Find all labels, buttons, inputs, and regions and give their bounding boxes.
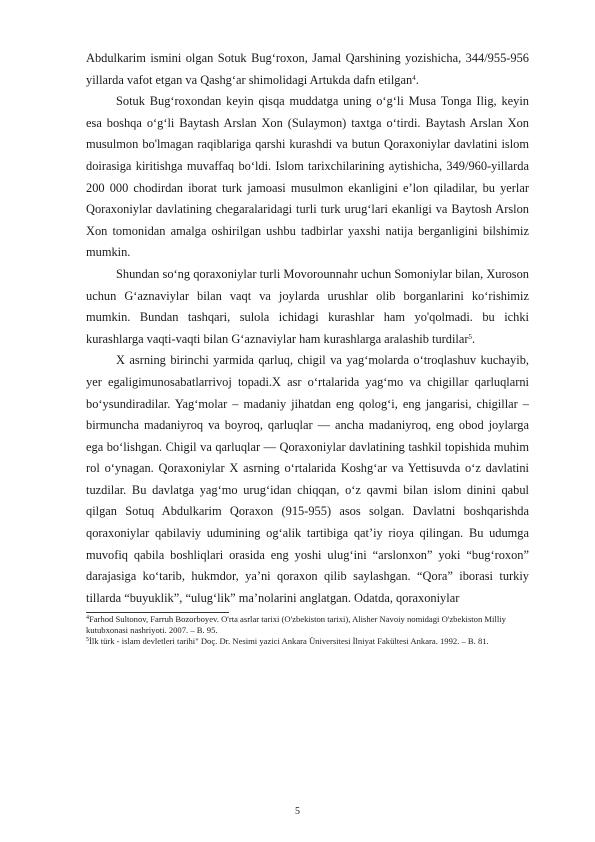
paragraph-tail: . — [415, 72, 419, 87]
footnote-text: İlk türk - islam devletleri tarihi" Doç. Dr. Nesimi yazici Ankara Üniversitesi İlniyat Fakültesi Ankara. 1992. – B. 81. — [89, 636, 489, 647]
paragraph-text: Sotuk Bugʻroxondan keyin qisqa muddatga uning oʻgʻli Musa Tonga Ilig, keyin esa boshqa oʻgʻli Baytash Arslan Xon (Sulaymon) taxtga oʻtirdi. Baytash Arslan Xon musulmon bo'lmagan raqiblariga qarshi kurashdi va butun Qoraxoniylar davlatini islom doirasiga kiritishga muvaffaq bo‘ldi. Islom tarixchilarining aytishicha, 349/960-yillarda 200 000 chodirdan iborat turk jamoasi musulmon ekanligini e’lon qiladilar, bu yerlar Qoraxoniylar davlatining chegaralaridagi turli turk urug‘lari ekanligi va Baytosh Arslon Xon tomonidan amalga oshirilgan ushbu tadbirlar yaxshi natija berganligini bilshimiz mumkin. — [86, 94, 529, 260]
document-page — [86, 48, 529, 647]
footnote-5 — [86, 636, 529, 647]
paragraph-2 — [86, 91, 529, 264]
footnote-4 — [86, 614, 529, 636]
footnote-ref-4[interactable]: 4 — [412, 73, 416, 82]
footnote-number: 4 — [86, 615, 89, 622]
paragraph-4 — [86, 350, 529, 609]
paragraph-text: Shundan so‘ng qoraxoniylar turli Movorounnahr uchun Somoniylar bilan, Xuroson uchun G‘aznaviylar bilan vaqt va joylarda urushlar olib borganlarini ko‘rishimiz mumkin. Bundan tashqari, sulola ichidagi kurashlar ham yo'qolmadi. bu ichki kurashlarga vaqti-vaqti bilan G‘aznaviylar ham kurashlarga aralashib turdilar — [86, 266, 529, 346]
paragraph-text: X asrning birinchi yarmida qarluq, chigil va yag‘molarda o‘troqlashuv kuchayib, yer egaligimunosabatlarrivoj topadi.X asr o‘rtalarida yag‘mo va chigillar qarluqlarni bo‘ysundiradilar. Yag‘molar – madaniy jihatdan eng qolog‘i, eng jangarisi, chigillar – birmuncha madaniyroq va boyroq, qarluqlar — ancha madaniyroq, eng obod joylarga ega bo‘lishgan. Chigil va qarluqlar — Qoraxoniylar davlatining tashkil topishida muhim rol o‘ynagan. Qoraxoniylar X asrning o‘rtalarida Koshg‘ar va Yettisuvda o‘z davlatini tuzdilar. Bu davlatga yag‘mo urug‘idan chiqqan, o‘z qavmi bilan islom dinini qabul qilgan Sotuq Abdulkarim Qoraxon (915-955) asos solgan. Davlatni boshqarishda qoraxoniylar qabilaviy udumining og‘alik tartibiga qat’iy rioya qilingan. Bu udumga muvofiq qabila boshliqlari orasida eng yoshi ulug‘ini “arslonxon” yoki “bug‘roxon” darajasiga ko‘tarib, hukmdor, ya’ni qoraxon qilib saylashgan. “Qora” iborasi turkiy tillarda “buyuklik”, “ulug‘lik” ma’nolarini anglatgan. Odatda, qoraxoniylar — [86, 353, 529, 605]
footnote-text: Farhod Sultonov, Farruh Bozorboyev. O'rta asrlar tarixi (O'zbekiston tarixi), Alisher Navoiy nomidagi O'zbekiston Milliy kutubxonasi nashriyoti. 2007. – B. 95. — [86, 614, 506, 636]
footnote-separator — [86, 612, 229, 613]
paragraph-3 — [86, 264, 529, 350]
page-number: 5 — [295, 806, 300, 817]
footnote-ref-5[interactable]: 5 — [468, 332, 472, 341]
paragraph-tail: . — [471, 331, 476, 346]
paragraph-1 — [86, 48, 529, 91]
paragraph-text: Abdulkarim ismini olgan Sotuk Bugʻroxon, Jamal Qarshining yozishicha, 344/955-956 yillarda vafot etgan va Qashgʻar shimolidagi Artukda dafn etilgan — [86, 51, 529, 87]
footnote-number: 5 — [86, 637, 89, 644]
